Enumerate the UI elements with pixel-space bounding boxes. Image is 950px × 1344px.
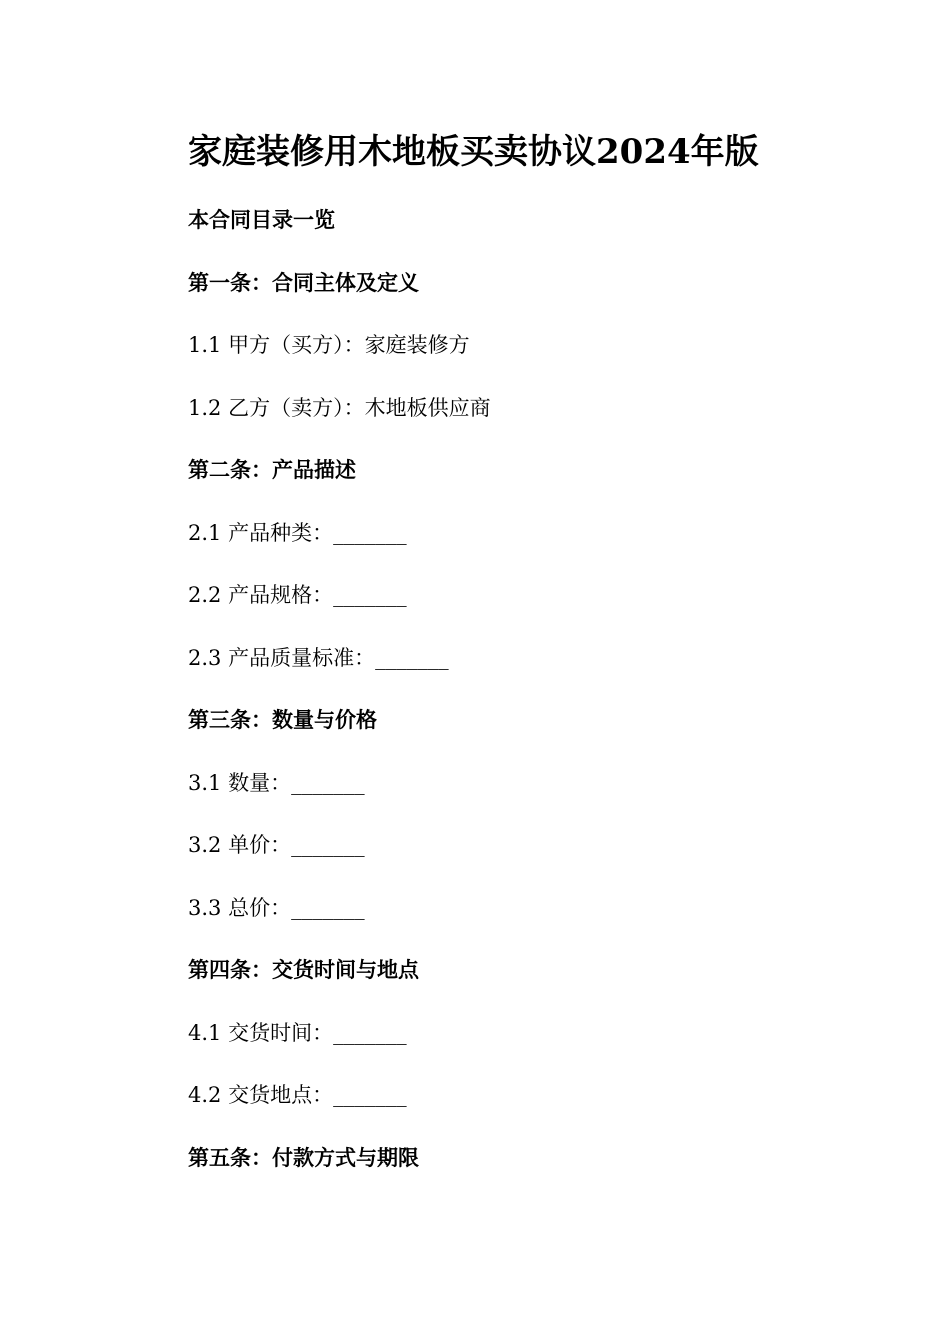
clause-3-1: 3.1 数量：_______ — [188, 771, 365, 795]
section-heading-3: 第三条：数量与价格 — [188, 707, 377, 732]
clause-3-3: 3.3 总价：_______ — [188, 896, 365, 920]
clause-4-2: 4.2 交货地点：_______ — [188, 1083, 407, 1107]
clause-3-2: 3.2 单价：_______ — [188, 833, 365, 857]
section-heading-5: 第五条：付款方式与期限 — [188, 1145, 419, 1170]
section-heading-1: 第一条：合同主体及定义 — [188, 270, 419, 295]
clause-1-1: 1.1 甲方（买方）：家庭装修方 — [188, 333, 470, 357]
clause-1-2: 1.2 乙方（卖方）：木地板供应商 — [188, 396, 491, 420]
clause-2-1: 2.1 产品种类：_______ — [188, 521, 407, 545]
clause-2-3: 2.3 产品质量标准：_______ — [188, 646, 449, 670]
section-heading-2: 第二条：产品描述 — [188, 457, 356, 482]
clause-2-2: 2.2 产品规格：_______ — [188, 583, 407, 607]
toc-heading: 本合同目录一览 — [188, 207, 335, 232]
section-heading-4: 第四条：交货时间与地点 — [188, 957, 419, 982]
document-title: 家庭装修用木地板买卖协议2024年版 — [188, 132, 759, 172]
clause-4-1: 4.1 交货时间：_______ — [188, 1021, 407, 1045]
